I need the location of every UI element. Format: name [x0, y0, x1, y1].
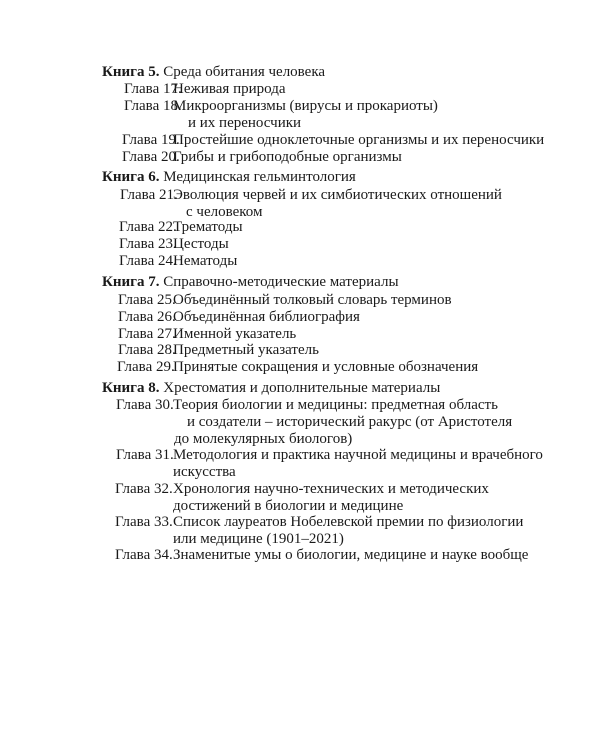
book-title: Хрестоматия и дополнительные материалы: [163, 380, 441, 396]
chapter-title-continuation: достижений в биологии и медицине: [173, 498, 404, 514]
chapter-title: Объединённая библиография: [173, 309, 360, 325]
book-title: Среда обитания человека: [163, 64, 326, 80]
chapter-title: Нематоды: [173, 253, 238, 269]
chapter-title-continuation: искусства: [173, 464, 236, 480]
chapter-title: Принятые сокращения и условные обозначения: [173, 359, 479, 375]
chapter-title: Знаменитые умы о биологии, медицине и науке вообще: [173, 547, 529, 563]
book-title: Справочно-методические материалы: [163, 274, 399, 290]
chapter-title: Трематоды: [173, 219, 243, 235]
chapter-title: Эволюция червей и их симбиотических отношений: [173, 187, 502, 203]
book-heading: [102, 169, 356, 186]
book-label: Книга 6.: [102, 169, 160, 185]
chapter-number: Глава 30.: [116, 397, 174, 413]
chapter-title: Простейшие одноклеточные организмы и их переносчики: [173, 132, 545, 148]
chapter-title: Предметный указатель: [173, 342, 319, 358]
chapter-number: Глава 34.: [115, 547, 173, 563]
book-heading: [102, 64, 325, 81]
book-title: Медицинская гельминтология: [163, 169, 356, 185]
book-label: Книга 8.: [102, 380, 160, 396]
chapter-number: Глава 20.: [122, 149, 180, 165]
book-heading: [102, 380, 440, 397]
chapter-number: Глава 29.: [117, 359, 175, 375]
chapter-title: Список лауреатов Нобелевской премии по физиологии: [173, 514, 524, 530]
book-heading: [102, 274, 399, 291]
chapter-number: Глава 31.: [116, 447, 174, 463]
chapter-title: Методология и практика научной медицины и врачебного: [173, 447, 543, 463]
chapter-title: Именной указатель: [173, 326, 297, 342]
chapter-number: Глава 23.: [119, 236, 177, 252]
chapter-number: Глава 28.: [118, 342, 176, 358]
chapter-number: Глава 18.: [124, 98, 182, 114]
chapter-number: Глава 26.: [118, 309, 176, 325]
chapter-title: Неживая природа: [173, 81, 286, 97]
chapter-number: Глава 21.: [120, 187, 178, 203]
chapter-number: Глава 19.: [122, 132, 180, 148]
chapter-title: Теория биологии и медицины: предметная область: [173, 397, 498, 413]
chapter-title-continuation: до молекулярных биологов): [174, 431, 353, 447]
chapter-title: Грибы и грибоподобные организмы: [173, 149, 402, 165]
chapter-title-continuation: и создатели – исторический ракурс (от Аристотеля: [187, 414, 513, 430]
chapter-title: Объединённый толковый словарь терминов: [173, 292, 452, 308]
chapter-number: Глава 27.: [118, 326, 176, 342]
chapter-title: Хронология научно-технических и методических: [173, 481, 489, 497]
chapter-number: Глава 22.: [119, 219, 177, 235]
chapter-number: Глава 33.: [115, 514, 173, 530]
chapter-title-continuation: с человеком: [186, 204, 263, 220]
chapter-title: Цестоды: [173, 236, 229, 252]
chapter-number: Глава 25.: [118, 292, 176, 308]
chapter-title: Микроорганизмы (вирусы и прокариоты): [173, 98, 438, 114]
book-label: Книга 7.: [102, 274, 160, 290]
chapter-number: Глава 32.: [115, 481, 173, 497]
chapter-number: Глава 17.: [124, 81, 182, 97]
chapter-number: Глава 24.: [119, 253, 177, 269]
book-label: Книга 5.: [102, 64, 160, 80]
chapter-title-continuation: или медицине (1901–2021): [173, 531, 344, 547]
chapter-title-continuation: и их переносчики: [188, 115, 302, 131]
